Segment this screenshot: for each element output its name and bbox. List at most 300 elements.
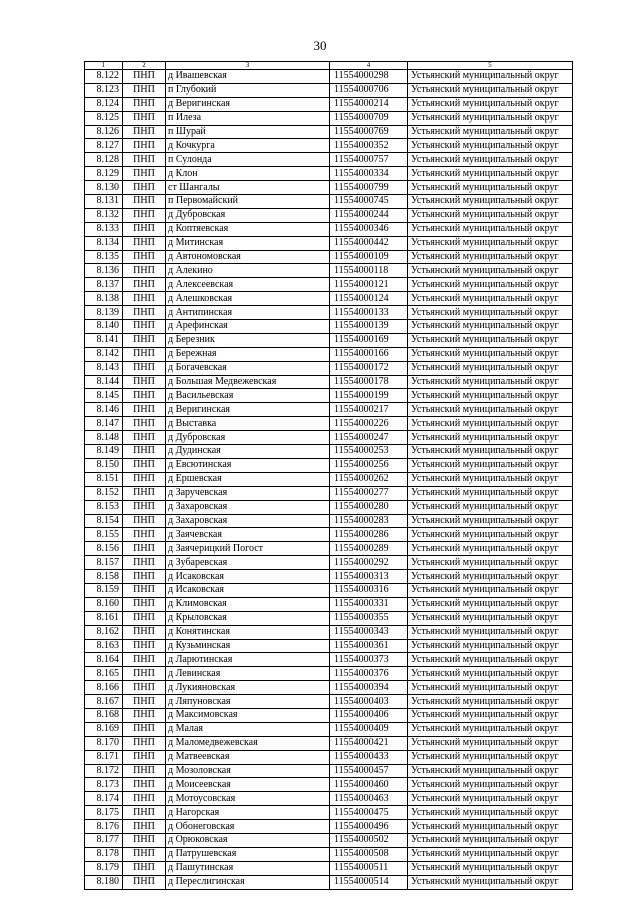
table-row: [85, 764, 573, 778]
row-number-cell: 8.137: [85, 278, 123, 292]
row-number-cell: 8.142: [85, 347, 123, 361]
settlement-name-cell: д Дубровская: [166, 208, 330, 222]
row-number-cell: 8.160: [85, 597, 123, 611]
type-cell: ПНП: [123, 306, 166, 320]
row-number-cell: 8.134: [85, 236, 123, 250]
table-row: [85, 583, 573, 597]
type-cell: ПНП: [123, 486, 166, 500]
municipality-cell: Устьянский муниципальный округ: [408, 708, 573, 722]
type-cell: ПНП: [123, 389, 166, 403]
table-row: [85, 403, 573, 417]
settlement-name-cell: д Ивашевская: [166, 70, 330, 84]
settlement-name-cell: д Алексеевская: [166, 278, 330, 292]
settlement-name-cell: д Заячерицкий Погост: [166, 542, 330, 556]
code-cell: 11554000460: [330, 778, 408, 792]
settlement-name-cell: д Ляпуновская: [166, 695, 330, 709]
settlement-name-cell: д Бережная: [166, 347, 330, 361]
settlement-name-cell: д Захаровская: [166, 500, 330, 514]
municipality-cell: Устьянский муниципальный округ: [408, 778, 573, 792]
settlement-name-cell: д Веригинская: [166, 97, 330, 111]
type-cell: ПНП: [123, 472, 166, 486]
code-cell: 11554000178: [330, 375, 408, 389]
code-cell: 11554000376: [330, 667, 408, 681]
row-number-cell: 8.128: [85, 153, 123, 167]
table-row: [85, 861, 573, 875]
table-row: [85, 570, 573, 584]
settlement-name-cell: д Орюковская: [166, 833, 330, 847]
type-cell: ПНП: [123, 111, 166, 125]
type-cell: ПНП: [123, 792, 166, 806]
municipality-cell: Устьянский муниципальный округ: [408, 639, 573, 653]
type-cell: ПНП: [123, 542, 166, 556]
municipality-cell: Устьянский муниципальный округ: [408, 681, 573, 695]
row-number-cell: 8.172: [85, 764, 123, 778]
row-number-cell: 8.152: [85, 486, 123, 500]
table-row: [85, 778, 573, 792]
table-row: [85, 83, 573, 97]
type-cell: ПНП: [123, 639, 166, 653]
type-cell: ПНП: [123, 70, 166, 84]
table-row: [85, 97, 573, 111]
municipality-cell: Устьянский муниципальный округ: [408, 570, 573, 584]
row-number-cell: 8.136: [85, 264, 123, 278]
code-cell: 11554000118: [330, 264, 408, 278]
municipality-cell: Устьянский муниципальный округ: [408, 375, 573, 389]
table-row: [85, 750, 573, 764]
code-cell: 11554000706: [330, 83, 408, 97]
code-cell: 11554000253: [330, 445, 408, 459]
municipality-cell: Устьянский муниципальный округ: [408, 556, 573, 570]
code-cell: 11554000352: [330, 139, 408, 153]
row-number-cell: 8.162: [85, 625, 123, 639]
table-row: [85, 167, 573, 181]
table-row: [85, 458, 573, 472]
municipality-cell: Устьянский муниципальный округ: [408, 847, 573, 861]
row-number-cell: 8.149: [85, 445, 123, 459]
type-cell: ПНП: [123, 83, 166, 97]
table-row: [85, 875, 573, 889]
row-number-cell: 8.158: [85, 570, 123, 584]
type-cell: ПНП: [123, 597, 166, 611]
code-cell: 11554000244: [330, 208, 408, 222]
municipality-cell: Устьянский муниципальный округ: [408, 417, 573, 431]
table-row: [85, 292, 573, 306]
settlement-name-cell: д Евсютинская: [166, 458, 330, 472]
table-row: [85, 792, 573, 806]
code-cell: 11554000247: [330, 431, 408, 445]
code-cell: 11554000394: [330, 681, 408, 695]
type-cell: ПНП: [123, 195, 166, 209]
table-row: [85, 320, 573, 334]
column-header-2: 2: [123, 62, 166, 70]
row-number-cell: 8.154: [85, 514, 123, 528]
municipality-cell: Устьянский муниципальный округ: [408, 806, 573, 820]
row-number-cell: 8.132: [85, 208, 123, 222]
column-header-3: 3: [166, 62, 330, 70]
municipality-cell: Устьянский муниципальный округ: [408, 597, 573, 611]
code-cell: 11554000406: [330, 708, 408, 722]
type-cell: ПНП: [123, 264, 166, 278]
type-cell: ПНП: [123, 500, 166, 514]
settlement-name-cell: д Коптяевская: [166, 222, 330, 236]
municipality-cell: Устьянский муниципальный округ: [408, 653, 573, 667]
type-cell: ПНП: [123, 833, 166, 847]
code-cell: 11554000280: [330, 500, 408, 514]
table-row: [85, 222, 573, 236]
type-cell: ПНП: [123, 139, 166, 153]
row-number-cell: 8.168: [85, 708, 123, 722]
municipality-cell: Устьянский муниципальный округ: [408, 292, 573, 306]
type-cell: ПНП: [123, 125, 166, 139]
settlement-name-cell: д Патрушевская: [166, 847, 330, 861]
code-cell: 11554000124: [330, 292, 408, 306]
municipality-cell: Устьянский муниципальный округ: [408, 389, 573, 403]
row-number-cell: 8.143: [85, 361, 123, 375]
code-cell: 11554000313: [330, 570, 408, 584]
settlement-name-cell: д Алекино: [166, 264, 330, 278]
code-cell: 11554000217: [330, 403, 408, 417]
column-header-1: 1: [85, 62, 123, 70]
municipality-cell: Устьянский муниципальный округ: [408, 181, 573, 195]
municipality-cell: Устьянский муниципальный округ: [408, 722, 573, 736]
municipality-cell: Устьянский муниципальный округ: [408, 403, 573, 417]
table-row: [85, 806, 573, 820]
type-cell: ПНП: [123, 750, 166, 764]
type-cell: ПНП: [123, 333, 166, 347]
type-cell: ПНП: [123, 417, 166, 431]
table-row: [85, 736, 573, 750]
municipality-cell: Устьянский муниципальный округ: [408, 111, 573, 125]
table-row: [85, 361, 573, 375]
type-cell: ПНП: [123, 403, 166, 417]
type-cell: ПНП: [123, 167, 166, 181]
table-row: [85, 681, 573, 695]
row-number-cell: 8.171: [85, 750, 123, 764]
table-row: [85, 181, 573, 195]
municipality-cell: Устьянский муниципальный округ: [408, 278, 573, 292]
row-number-cell: 8.131: [85, 195, 123, 209]
code-cell: 11554000745: [330, 195, 408, 209]
table-row: [85, 820, 573, 834]
type-cell: ПНП: [123, 667, 166, 681]
code-cell: 11554000169: [330, 333, 408, 347]
type-cell: ПНП: [123, 292, 166, 306]
type-cell: ПНП: [123, 181, 166, 195]
table-row: [85, 597, 573, 611]
municipality-cell: Устьянский муниципальный округ: [408, 500, 573, 514]
type-cell: ПНП: [123, 653, 166, 667]
settlement-name-cell: д Матвеевская: [166, 750, 330, 764]
settlement-name-cell: д Левинская: [166, 667, 330, 681]
type-cell: ПНП: [123, 361, 166, 375]
table-row: [85, 306, 573, 320]
table-row: [85, 611, 573, 625]
row-number-cell: 8.148: [85, 431, 123, 445]
municipality-cell: Устьянский муниципальный округ: [408, 153, 573, 167]
row-number-cell: 8.144: [85, 375, 123, 389]
code-cell: 11554000457: [330, 764, 408, 778]
settlement-name-cell: д Малая: [166, 722, 330, 736]
settlement-name-cell: д Кузьминская: [166, 639, 330, 653]
code-cell: 11554000709: [330, 111, 408, 125]
table-row: [85, 236, 573, 250]
municipality-cell: Устьянский муниципальный округ: [408, 792, 573, 806]
settlement-name-cell: д Васильевская: [166, 389, 330, 403]
table-row: [85, 708, 573, 722]
table-row: [85, 153, 573, 167]
code-cell: 11554000442: [330, 236, 408, 250]
table-row: [85, 445, 573, 459]
type-cell: ПНП: [123, 208, 166, 222]
row-number-cell: 8.173: [85, 778, 123, 792]
municipality-cell: Устьянский муниципальный округ: [408, 528, 573, 542]
settlement-name-cell: п Шурай: [166, 125, 330, 139]
code-cell: 11554000316: [330, 583, 408, 597]
row-number-cell: 8.175: [85, 806, 123, 820]
municipality-cell: Устьянский муниципальный округ: [408, 70, 573, 84]
municipality-cell: Устьянский муниципальный округ: [408, 264, 573, 278]
municipality-cell: Устьянский муниципальный округ: [408, 625, 573, 639]
municipality-cell: Устьянский муниципальный округ: [408, 195, 573, 209]
table-row: [85, 125, 573, 139]
row-number-cell: 8.145: [85, 389, 123, 403]
type-cell: ПНП: [123, 236, 166, 250]
municipality-cell: Устьянский муниципальный округ: [408, 486, 573, 500]
type-cell: ПНП: [123, 347, 166, 361]
municipality-cell: Устьянский муниципальный округ: [408, 431, 573, 445]
table-row: [85, 139, 573, 153]
code-cell: 11554000286: [330, 528, 408, 542]
row-number-cell: 8.157: [85, 556, 123, 570]
type-cell: ПНП: [123, 722, 166, 736]
settlement-name-cell: д Веригинская: [166, 403, 330, 417]
row-number-cell: 8.155: [85, 528, 123, 542]
code-cell: 11554000277: [330, 486, 408, 500]
type-cell: ПНП: [123, 514, 166, 528]
code-cell: 11554000199: [330, 389, 408, 403]
type-cell: ПНП: [123, 556, 166, 570]
type-cell: ПНП: [123, 445, 166, 459]
row-number-cell: 8.146: [85, 403, 123, 417]
type-cell: ПНП: [123, 431, 166, 445]
table-row: [85, 417, 573, 431]
row-number-cell: 8.125: [85, 111, 123, 125]
code-cell: 11554000475: [330, 806, 408, 820]
settlement-name-cell: д Клон: [166, 167, 330, 181]
table-row: [85, 500, 573, 514]
code-cell: 11554000334: [330, 167, 408, 181]
type-cell: ПНП: [123, 681, 166, 695]
settlement-name-cell: д Исаковская: [166, 570, 330, 584]
settlement-name-cell: д Выставка: [166, 417, 330, 431]
municipality-cell: Устьянский муниципальный округ: [408, 667, 573, 681]
settlement-name-cell: д Исаковская: [166, 583, 330, 597]
row-number-cell: 8.166: [85, 681, 123, 695]
table-row: [85, 472, 573, 486]
settlement-name-cell: д Антипинская: [166, 306, 330, 320]
table-row: [85, 431, 573, 445]
settlement-name-cell: д Нагорская: [166, 806, 330, 820]
settlement-name-cell: д Максимовская: [166, 708, 330, 722]
table-body: [85, 70, 573, 890]
table-row: [85, 195, 573, 209]
type-cell: ПНП: [123, 375, 166, 389]
type-cell: ПНП: [123, 458, 166, 472]
municipality-cell: Устьянский муниципальный округ: [408, 125, 573, 139]
code-cell: 11554000514: [330, 875, 408, 889]
municipality-cell: Устьянский муниципальный округ: [408, 861, 573, 875]
municipality-cell: Устьянский муниципальный округ: [408, 208, 573, 222]
settlement-name-cell: д Заячевская: [166, 528, 330, 542]
code-cell: 11554000292: [330, 556, 408, 570]
settlement-name-cell: д Большая Медвежевская: [166, 375, 330, 389]
code-cell: 11554000508: [330, 847, 408, 861]
row-number-cell: 8.126: [85, 125, 123, 139]
type-cell: ПНП: [123, 736, 166, 750]
type-cell: ПНП: [123, 250, 166, 264]
table-row: [85, 695, 573, 709]
row-number-cell: 8.140: [85, 320, 123, 334]
table-row: [85, 264, 573, 278]
table-row: [85, 556, 573, 570]
row-number-cell: 8.177: [85, 833, 123, 847]
page-number: 30: [313, 38, 327, 53]
type-cell: ПНП: [123, 528, 166, 542]
settlement-name-cell: д Березник: [166, 333, 330, 347]
code-cell: 11554000262: [330, 472, 408, 486]
settlement-name-cell: д Мозоловская: [166, 764, 330, 778]
table-row: [85, 542, 573, 556]
code-cell: 11554000133: [330, 306, 408, 320]
settlement-name-cell: д Дудинская: [166, 445, 330, 459]
row-number-cell: 8.164: [85, 653, 123, 667]
table-row: [85, 514, 573, 528]
type-cell: ПНП: [123, 764, 166, 778]
settlement-name-cell: п Первомайский: [166, 195, 330, 209]
type-cell: ПНП: [123, 875, 166, 889]
municipality-cell: Устьянский муниципальный округ: [408, 333, 573, 347]
settlement-name-cell: д Крыловская: [166, 611, 330, 625]
settlement-name-cell: д Обонеговская: [166, 820, 330, 834]
table-row: [85, 486, 573, 500]
row-number-cell: 8.139: [85, 306, 123, 320]
row-number-cell: 8.123: [85, 83, 123, 97]
type-cell: ПНП: [123, 847, 166, 861]
row-number-cell: 8.174: [85, 792, 123, 806]
settlement-name-cell: д Зубаревская: [166, 556, 330, 570]
type-cell: ПНП: [123, 695, 166, 709]
table-header-row: [85, 62, 573, 70]
settlement-name-cell: ст Шангалы: [166, 181, 330, 195]
municipality-cell: Устьянский муниципальный округ: [408, 736, 573, 750]
settlement-name-cell: п Глубокий: [166, 83, 330, 97]
code-cell: 11554000799: [330, 181, 408, 195]
settlement-name-cell: д Моисеевская: [166, 778, 330, 792]
code-cell: 11554000343: [330, 625, 408, 639]
row-number-cell: 8.178: [85, 847, 123, 861]
row-number-cell: 8.130: [85, 181, 123, 195]
municipality-cell: Устьянский муниципальный округ: [408, 445, 573, 459]
row-number-cell: 8.133: [85, 222, 123, 236]
code-cell: 11554000109: [330, 250, 408, 264]
type-cell: ПНП: [123, 320, 166, 334]
municipality-cell: Устьянский муниципальный округ: [408, 97, 573, 111]
table-row: [85, 333, 573, 347]
table-row: [85, 111, 573, 125]
code-cell: 11554000502: [330, 833, 408, 847]
code-cell: 11554000346: [330, 222, 408, 236]
code-cell: 11554000298: [330, 70, 408, 84]
code-cell: 11554000214: [330, 97, 408, 111]
settlement-name-cell: д Алешковская: [166, 292, 330, 306]
settlement-name-cell: д Богачевская: [166, 361, 330, 375]
code-cell: 11554000403: [330, 695, 408, 709]
type-cell: ПНП: [123, 806, 166, 820]
municipality-cell: Устьянский муниципальный округ: [408, 514, 573, 528]
row-number-cell: 8.179: [85, 861, 123, 875]
settlement-name-cell: д Ларютинская: [166, 653, 330, 667]
row-number-cell: 8.156: [85, 542, 123, 556]
settlement-name-cell: д Захаровская: [166, 514, 330, 528]
row-number-cell: 8.150: [85, 458, 123, 472]
municipality-cell: Устьянский муниципальный округ: [408, 820, 573, 834]
table-row: [85, 375, 573, 389]
municipality-cell: Устьянский муниципальный округ: [408, 83, 573, 97]
code-cell: 11554000511: [330, 861, 408, 875]
code-cell: 11554000121: [330, 278, 408, 292]
settlement-name-cell: д Кочкурга: [166, 139, 330, 153]
settlement-name-cell: д Арефинская: [166, 320, 330, 334]
row-number-cell: 8.138: [85, 292, 123, 306]
code-cell: 11554000331: [330, 597, 408, 611]
code-cell: 11554000355: [330, 611, 408, 625]
code-cell: 11554000463: [330, 792, 408, 806]
code-cell: 11554000433: [330, 750, 408, 764]
code-cell: 11554000283: [330, 514, 408, 528]
code-cell: 11554000289: [330, 542, 408, 556]
type-cell: ПНП: [123, 222, 166, 236]
type-cell: ПНП: [123, 611, 166, 625]
municipality-cell: Устьянский муниципальный округ: [408, 250, 573, 264]
table-row: [85, 278, 573, 292]
table-row: [85, 250, 573, 264]
municipality-cell: Устьянский муниципальный округ: [408, 542, 573, 556]
municipality-cell: Устьянский муниципальный округ: [408, 222, 573, 236]
row-number-cell: 8.165: [85, 667, 123, 681]
municipality-cell: Устьянский муниципальный округ: [408, 139, 573, 153]
municipality-cell: Устьянский муниципальный округ: [408, 347, 573, 361]
settlement-name-cell: д Климовская: [166, 597, 330, 611]
table-row: [85, 625, 573, 639]
municipality-cell: Устьянский муниципальный округ: [408, 764, 573, 778]
table-row: [85, 347, 573, 361]
type-cell: ПНП: [123, 583, 166, 597]
code-cell: 11554000226: [330, 417, 408, 431]
code-cell: 11554000139: [330, 320, 408, 334]
row-number-cell: 8.122: [85, 70, 123, 84]
table-row: [85, 389, 573, 403]
settlement-name-cell: д Маломедвежевская: [166, 736, 330, 750]
row-number-cell: 8.127: [85, 139, 123, 153]
code-cell: 11554000361: [330, 639, 408, 653]
municipality-cell: Устьянский муниципальный округ: [408, 695, 573, 709]
municipality-cell: Устьянский муниципальный округ: [408, 458, 573, 472]
table-row: [85, 722, 573, 736]
row-number-cell: 8.124: [85, 97, 123, 111]
municipality-cell: Устьянский муниципальный округ: [408, 875, 573, 889]
row-number-cell: 8.135: [85, 250, 123, 264]
municipality-cell: Устьянский муниципальный округ: [408, 611, 573, 625]
